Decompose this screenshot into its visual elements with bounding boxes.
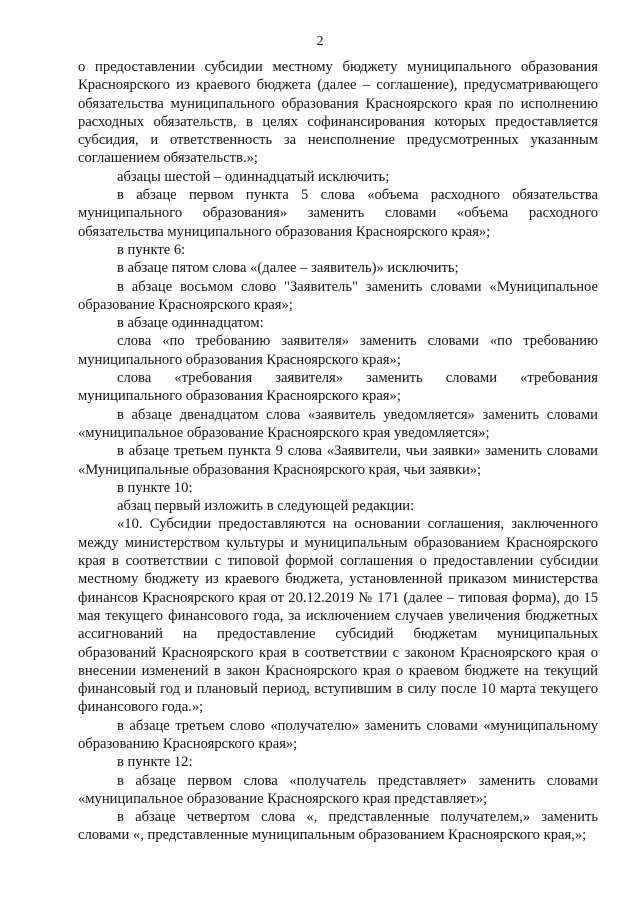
paragraph: в абзаце третьем пункта 9 слова «Заявители, чьи заявки» заменить словами «Муниципальные образования Красноярского края, чьи заявки»;: [78, 443, 598, 478]
document-body: [78, 58, 598, 845]
paragraph: в пункте 10:: [117, 479, 193, 496]
paragraph: «10. Субсидии предоставляются на основании соглашения, заключенного между министерством культуры и муниципальным образованием Красноярского края в соответствии с типовой формой соглашения о предоставлении субсидии местному бюджету из краевого бюджета, установленной приказом министерства финансов Красноярского края от 20.12.2019 № 171 (далее – типовая форма), до 15 мая текущего финансового года, за исключением случаев увеличения бюджетных ассигнований на предоставление субсидий бюджетам муниципальных образований Красноярского края в соответствии с законом Красноярского края о внесении изменений в закон Красноярского края о краевом бюджете на текущий финансовый год и плановый период, вступившим в силу после 10 марта текущего финансового года.»;: [78, 516, 598, 716]
paragraph: в абзаце двенадцатом слова «заявитель уведомляется» заменить словами «муниципальное образование Красноярского края уведомляется»;: [78, 406, 598, 441]
paragraph: в пункте 12:: [117, 754, 193, 771]
paragraph: в абзаце третьем слово «получателю» заменить словами «муниципальному образованию Красноярского края»;: [78, 717, 598, 752]
paragraph: в пункте 6:: [117, 241, 186, 258]
paragraph: слова «требования заявителя» заменить словами «требования муниципального образования Красноярского края»;: [78, 370, 598, 405]
paragraph: абзацы шестой – одиннадцатый исключить;: [117, 168, 390, 185]
paragraph: слова «по требованию заявителя» заменить словами «по требованию муниципального образования Красноярского края»;: [78, 333, 598, 368]
paragraph: о предоставлении субсидии местному бюджету муниципального образования Красноярского из краевого бюджета (далее – соглашение), предусматривающего обязательства муниципального образования Красноярского края по исполнению расходных обязательств, в целях софинансирования которых предоставляется субсидия, и ответственность за неисполнение предусмотренных указанным соглашением обязательств.»;: [78, 59, 598, 167]
paragraph: в абзаце первом слова «получатель представляет» заменить словами «муниципальное образование Красноярского края представляет»;: [78, 772, 598, 807]
paragraph: в абзаце четвертом слова «, представленные получателем,» заменить словами «, представленные муниципальным образованием Красноярского края,»;: [78, 809, 598, 844]
paragraph: в абзаце одиннадцатом:: [117, 315, 264, 332]
page-number: 2: [316, 34, 324, 49]
paragraph: в абзаце первом пункта 5 слова «объема расходного обязательства муниципального образования» заменить словами «объема расходного обязательства муниципального образования Красноярского края»;: [78, 187, 598, 240]
paragraph: в абзаце пятом слова «(далее – заявитель)» исключить;: [117, 260, 459, 277]
paragraph: абзац первый изложить в следующей редакции:: [117, 498, 415, 515]
paragraph: в абзаце восьмом слово "Заявитель" заменить словами «Муниципальное образование Красноярского края»;: [78, 278, 598, 313]
